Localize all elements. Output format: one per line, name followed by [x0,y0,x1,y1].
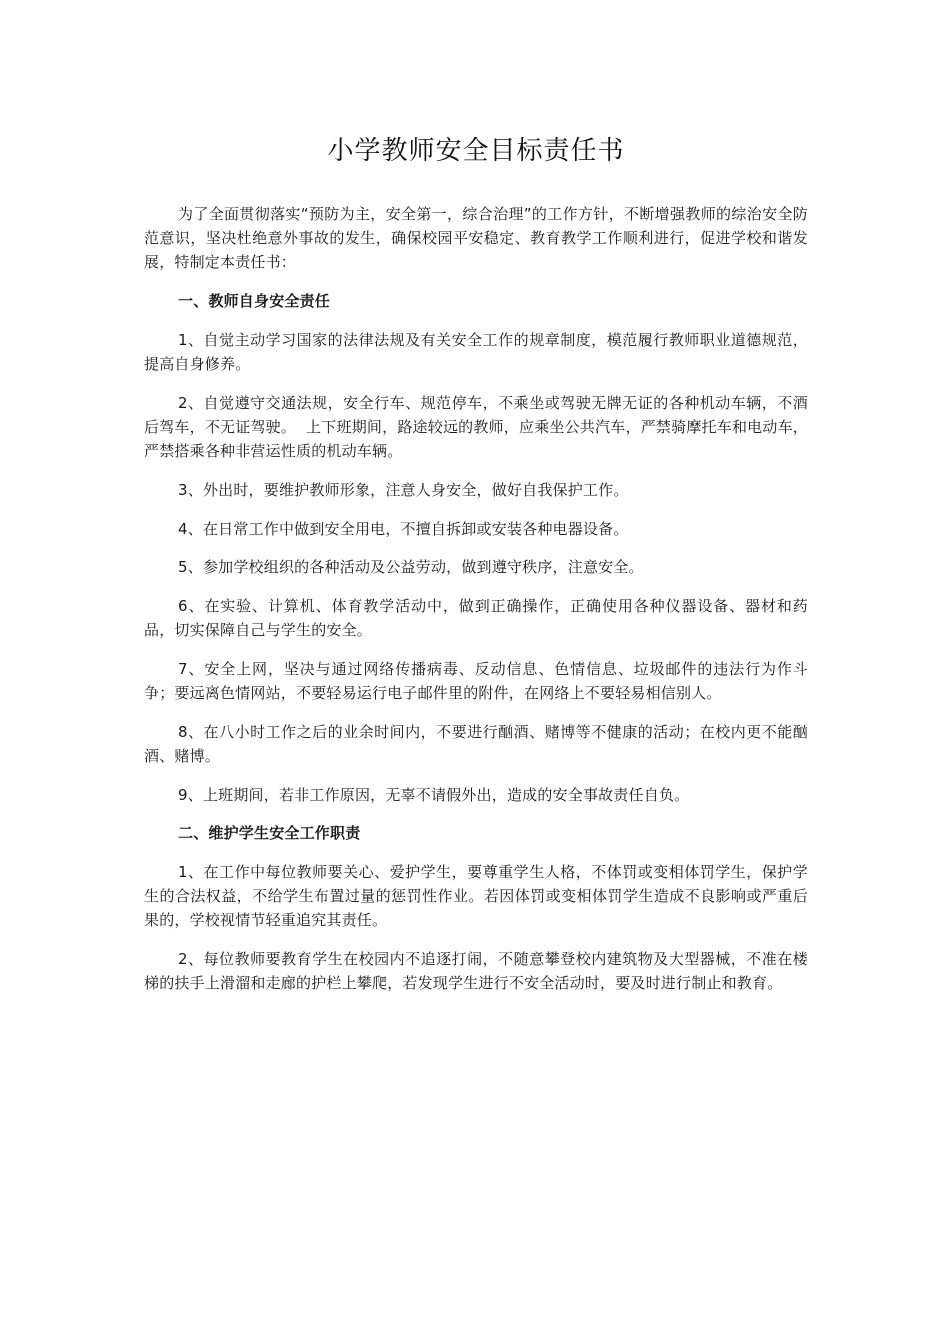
section-1-item-6: 6、在实验、计算机、体育教学活动中，做到正确操作，正确使用各种仪器设备、器材和药品，切实保障自己与学生的安全。 [144,596,808,640]
section-1-heading: 一、教师自身安全责任 [178,292,331,311]
intro-paragraph: 为了全面贯彻落实“预防为主，安全第一，综合治理”的工作方针，不断增强教师的综治安全防范意识，坚决杜绝意外事故的发生，确保校园平安稳定、教育教学工作顺利进行，促进学校和谐发展，特制定本责任书： [144,205,808,272]
document-body [144,126,808,1010]
section-1-item-1: 1、自觉主动学习国家的法律法规及有关安全工作的规章制度，模范履行教师职业道德规范，提高自身修养。 [144,330,808,374]
section-1-item-5: 5、参加学校组织的各种活动及公益劳动，做到遵守秩序，注意安全。 [178,558,644,577]
section-1-item-7: 7、安全上网，坚决与通过网络传播病毒、反动信息、色情信息、垃圾邮件的违法行为作斗争；要远离色情网站，不要轻易运行电子邮件里的附件，在网络上不要轻易相信别人。 [144,659,808,703]
section-1-item-2: 2、自觉遵守交通法规，安全行车、规范停车，不乘坐或驾驶无牌无证的各种机动车辆，不酒后驾车，不无证驾驶。 上下班期间，路途较远的教师，应乘坐公共汽车，严禁骑摩托车和电动车，严禁搭乘各种非营运性质的机动车辆。 [144,393,808,461]
section-1-item-9: 9、上班期间，若非工作原因，无辜不请假外出，造成的安全事故责任自负。 [178,785,690,804]
section-1-item-4: 4、在日常工作中做到安全用电，不擅自拆卸或安装各种电器设备。 [178,519,629,538]
section-2-heading: 二、维护学生安全工作职责 [178,824,361,843]
section-1-item-8: 8、在八小时工作之后的业余时间内，不要进行酗酒、赌博等不健康的活动；在校内更不能酗酒、赌博。 [144,722,808,765]
document-title: 小学教师安全目标责任书 [327,136,625,166]
section-1-item-3: 3、外出时，要维护教师形象，注意人身安全，做好自我保护工作。 [178,480,629,499]
section-2-item-1: 1、在工作中每位教师要关心、爱护学生，要尊重学生人格，不体罚或变相体罚学生，保护学生的合法权益，不给学生布置过量的惩罚性作业。若因体罚或变相体罚学生造成不良影响或严重后果的，学校视情节轻重追究其责任。 [144,863,808,930]
section-2-item-2: 2、每位教师要教育学生在校园内不追逐打闹，不随意攀登校内建筑物及大型器械，不准在楼梯的扶手上滑溜和走廊的护栏上攀爬，若发现学生进行不安全活动时，要及时进行制止和教育。 [144,950,808,993]
